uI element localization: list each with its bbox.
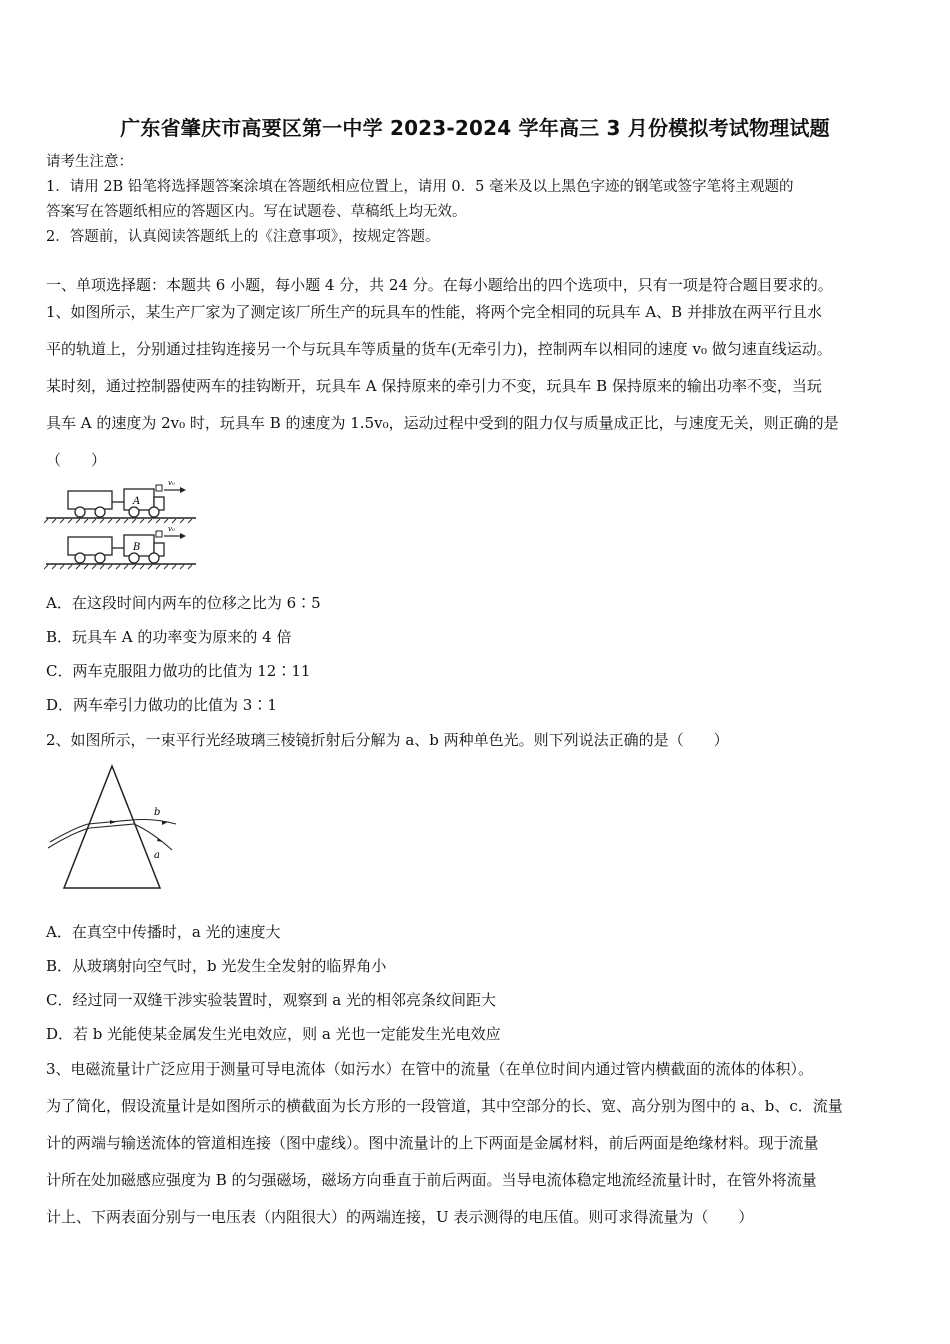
notice-item-2: 2．答题前，认真阅读答题纸上的《注意事项》，按规定答题。: [46, 229, 440, 245]
toy-car-b: [124, 531, 164, 563]
q1-stem-line-1: 1、如图所示，某生产厂家为了测定该厂所生产的玩具车的性能，将两个完全相同的玩具车 A、B 并排放在两平行且水: [46, 303, 822, 321]
section-header: 一、单项选择题：本题共 6 小题，每小题 4 分，共 24 分。在每小题给出的四个选项中，只有一项是符合题目要求的。: [46, 276, 833, 294]
q3-stem-line-5: 计上、下两表面分别与一电压表（内阻很大）的两端连接，U 表示测得的电压值。则可求得流量为（ ）: [46, 1208, 754, 1226]
q1-option-b: B．玩具车 A 的功率变为原来的 4 倍: [46, 628, 292, 646]
q1-option-c: C．两车克服阻力做功的比值为 12∶11: [46, 662, 311, 680]
q1-stem-line-3: 某时刻，通过控制器使两车的挂钩断开，玩具车 A 保持原来的牵引力不变，玩具车 B 保持原来的输出功率不变，当玩: [46, 377, 822, 395]
notice-heading: 请考生注意：: [46, 154, 133, 170]
ray-b-path: [132, 820, 176, 825]
q2-option-d: D．若 b 光能使某金属发生光电效应，则 a 光也一定能发生光电效应: [46, 1025, 501, 1043]
ray-a-label: a: [154, 850, 160, 861]
q3-stem-line-2: 为了简化，假设流量计是如图所示的横截面为长方形的一段管道，其中空部分的长、宽、高分别为图中的 a、b、c．流量: [46, 1097, 843, 1115]
q2-option-b: B．从玻璃射向空气时，b 光发生全发射的临界角小: [46, 957, 387, 975]
toy-car-a: [124, 485, 164, 517]
q2-stem: 2、如图所示，一束平行光经玻璃三棱镜折射后分解为 a、b 两种单色光。则下列说法正确的是（ ）: [46, 731, 729, 749]
page-title: 广东省肇庆市高要区第一中学 2023-2024 学年高三 3 月份模拟考试物理试题: [120, 116, 830, 140]
q1-stem-line-2: 平的轨道上，分别通过挂钩连接另一个与玩具车等质量的货车(无牵引力)，控制两车以相同的速度 v₀ 做匀速直线运动。: [46, 340, 832, 358]
v0-label-b: v₀: [168, 525, 175, 533]
q2-option-a: A．在真空中传播时，a 光的速度大: [46, 923, 281, 941]
toy-car-figure: [44, 476, 200, 572]
cargo-car-b: [68, 537, 112, 563]
ray-b-label: b: [154, 807, 161, 818]
q1-option-d: D．两车牵引力做功的比值为 3∶1: [46, 696, 277, 714]
notice-item-1-line-2: 答案写在答题纸相应的答题区内。写在试题卷、草稿纸上均无效。: [46, 204, 467, 220]
ray-a-arrow-icon: [157, 838, 163, 842]
notice-item-1-line-1: 1．请用 2B 铅笔将选择题答案涂填在答题纸相应位置上，请用 0．5 毫米及以上黑色字迹的钢笔或签字笔将主观题的: [46, 179, 794, 195]
car-b-label: B: [133, 542, 141, 553]
q3-stem-line-4: 计所在处加磁感应强度为 B 的匀强磁场，磁场方向垂直于前后两面。当导电流体稳定地流经流量计时，在管外将流量: [46, 1171, 817, 1189]
arrow-head-a: [180, 487, 186, 493]
q3-stem-line-3: 计的两端与输送流体的管道相连接（图中虚线）。图中流量计的上下两面是金属材料，前后两面是绝缘材料。现于流量: [46, 1134, 819, 1152]
car-a-label: A: [133, 496, 141, 507]
q2-option-c: C．经过同一双缝干涉实验装置时，观察到 a 光的相邻亮条纹间距大: [46, 991, 496, 1009]
arrow-head-b: [180, 533, 186, 539]
track-a: [44, 518, 196, 523]
inner-arrow-icon: [110, 820, 116, 824]
q1-option-a: A．在这段时间内两车的位移之比为 6∶5: [46, 594, 321, 612]
v0-label-a: v₀: [168, 479, 175, 487]
prism-figure: [44, 762, 184, 892]
track-b: [44, 564, 196, 569]
q1-answer-paren: （ ）: [46, 451, 107, 469]
cargo-car-a: [68, 491, 112, 517]
q3-stem-line-1: 3、电磁流量计广泛应用于测量可导电流体（如污水）在管中的流量（在单位时间内通过管内横截面的流体的体积）。: [46, 1060, 814, 1078]
q1-stem-line-4: 具车 A 的速度为 2v₀ 时，玩具车 B 的速度为 1.5v₀，运动过程中受到的阻力仅与质量成正比，与速度无关，则正确的是: [46, 414, 839, 432]
